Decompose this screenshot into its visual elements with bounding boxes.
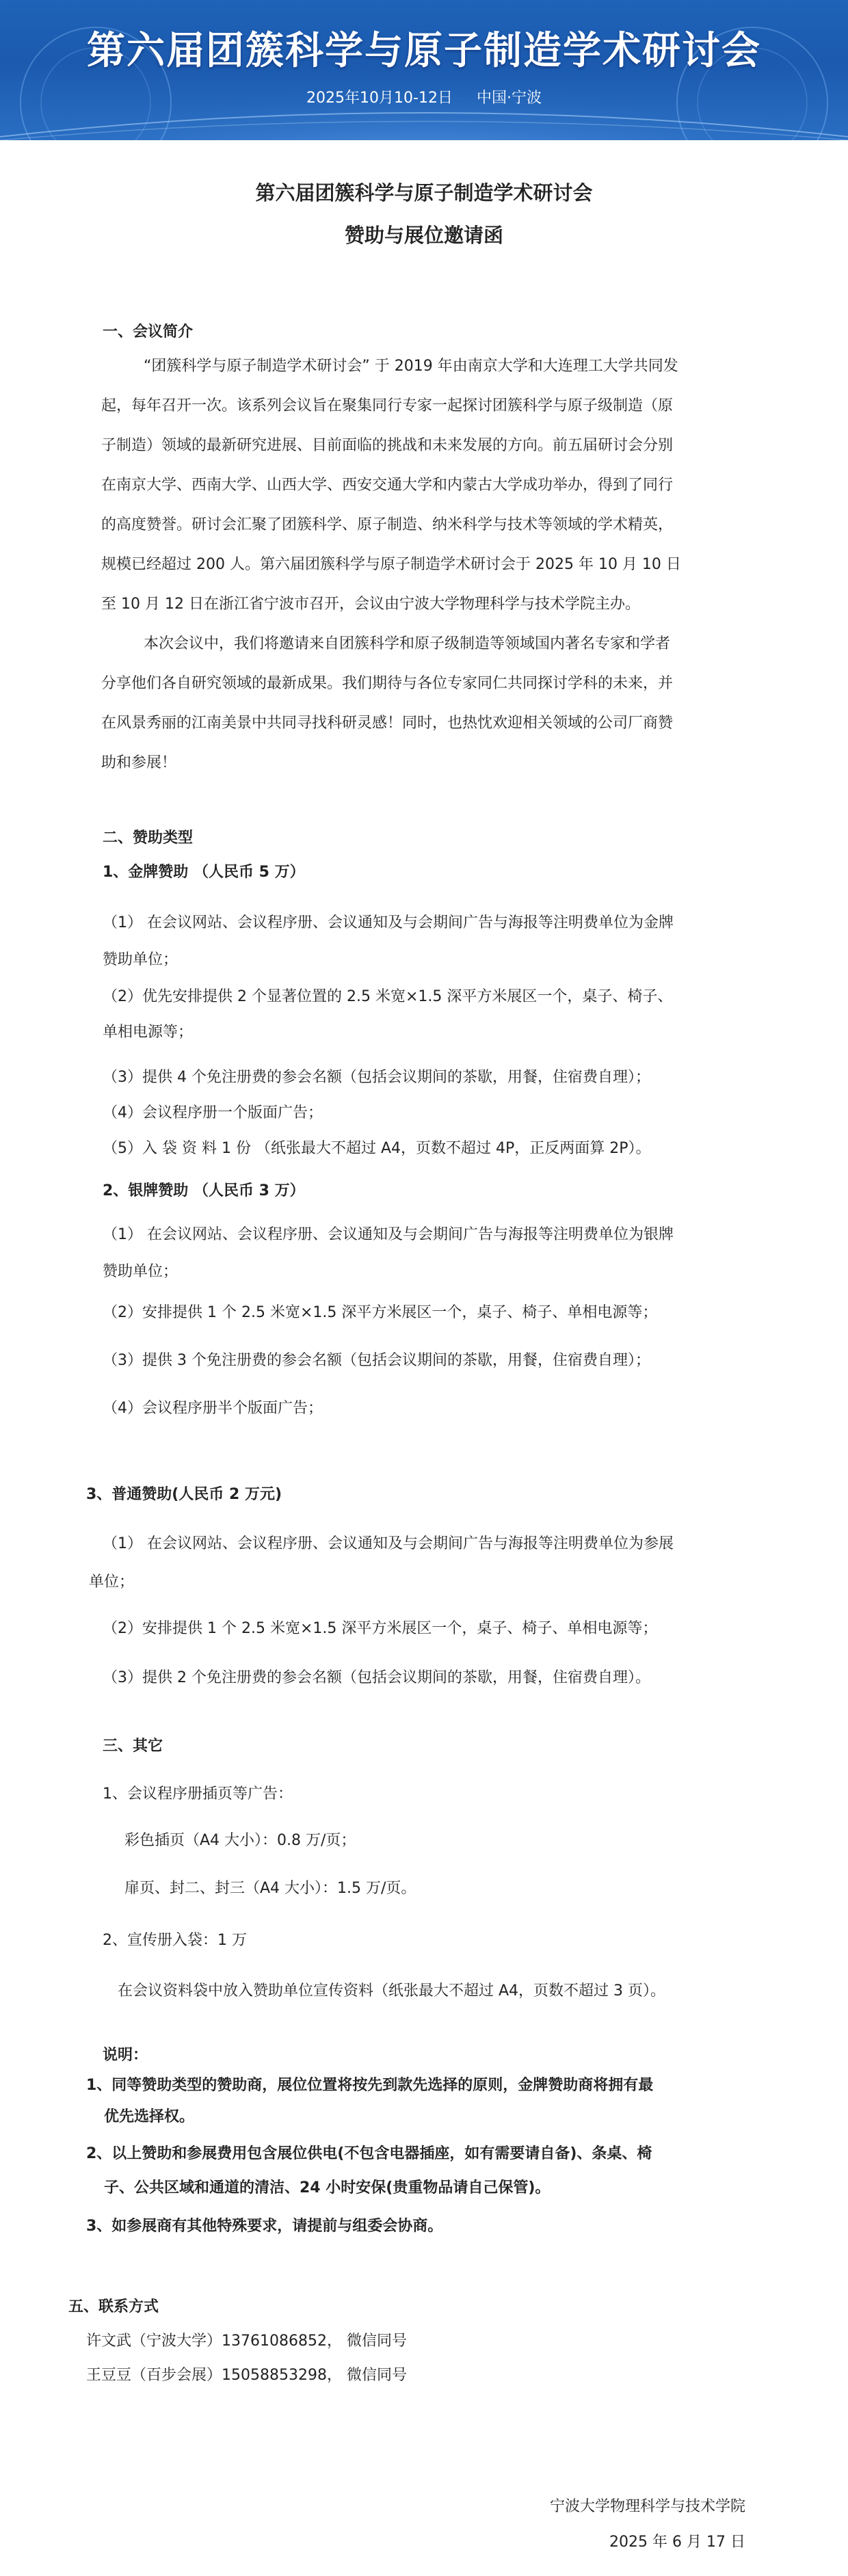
other-price-color: 彩色插页（A4 大小）：0.8 万/页； — [124, 1832, 356, 1849]
intro-line: 助和参展！ — [101, 754, 177, 771]
normal-item: （2）安排提供 1 个 2.5 米宽×1.5 深平方米展区一个，桌子、椅子、单相电源等； — [103, 1620, 658, 1637]
gold-item: （4）会议程序册一个版面广告； — [103, 1104, 323, 1121]
note-line: 1、同等赞助类型的赞助商，展位位置将按先到款先选择的原则，金牌赞助商将拥有最 — [86, 2077, 654, 2094]
silver-item: 赞助单位； — [103, 1263, 178, 1280]
contact-line: 王豆豆（百步会展）15058853298， 微信同号 — [86, 2367, 407, 2384]
gold-item: （3）提供 4 个免注册费的参会名额（包括会议期间的茶歇，用餐，住宿费自理）； — [103, 1069, 650, 1086]
banner-title: 第六届团簇科学与原子制造学术研讨会 — [87, 29, 761, 73]
intro-line: 子制造）领域的最新研究进展、目前面临的挑战和未来发展的方向。前五届研讨会分别 — [101, 437, 674, 454]
notes-heading: 说明： — [103, 2047, 148, 2064]
normal-sponsor-heading: 3、普通赞助(人民币 2 万元) — [86, 1486, 282, 1503]
document-subtitle: 赞助与展位邀请函 — [344, 224, 503, 247]
header-banner — [0, 0, 848, 140]
signature-org: 宁波大学物理科学与技术学院 — [549, 2498, 745, 2515]
note-line: 3、如参展商有其他特殊要求，请提前与组委会协商。 — [86, 2218, 443, 2235]
note-line: 2、以上赞助和参展费用包含展位供电(不包含电器插座，如有需要请自备)、条桌、椅 — [86, 2145, 652, 2162]
normal-item: （3）提供 2 个免注册费的参会名额（包括会议期间的茶歇，用餐，住宿费自理）。 — [103, 1669, 650, 1686]
intro-line: 本次会议中，我们将邀请来自团簇科学和原子级制造等领域国内著名专家和学者 — [144, 635, 671, 652]
signature-date: 2025 年 6 月 17 日 — [609, 2534, 745, 2551]
banner-date: 2025年10月10-12日 — [306, 90, 453, 107]
normal-item: 单位； — [89, 1574, 135, 1591]
silver-item: （4）会议程序册半个版面广告； — [103, 1400, 323, 1417]
other-item-bag-desc: 在会议资料袋中放入赞助单位宣传资料（纸张最大不超过 A4，页数不超过 3 页）。 — [118, 1982, 666, 2000]
intro-line: 在南京大学、西南大学、山西大学、西安交通大学和内蒙古大学成功举办，得到了同行 — [101, 477, 674, 494]
note-line: 优先选择权。 — [104, 2108, 195, 2125]
gold-item: 单相电源等； — [103, 1024, 194, 1041]
banner-subtitle — [0, 86, 848, 107]
section-sponsor-heading: 二、赞助类型 — [103, 829, 194, 847]
intro-line: 的高度赞誉。研讨会汇聚了团簇科学、原子制造、纳米科学与技术等领域的学术精英， — [101, 516, 674, 533]
section-intro-heading: 一、会议简介 — [103, 323, 194, 341]
other-item-ad: 1、会议程序册插页等广告： — [103, 1785, 293, 1803]
other-price-cover: 扉页、封二、封三（A4 大小）：1.5 万/页。 — [124, 1880, 416, 1897]
silver-item: （2）安排提供 1 个 2.5 米宽×1.5 深平方米展区一个，桌子、椅子、单相电源等； — [103, 1304, 658, 1321]
normal-item: （1） 在会议网站、会议程序册、会议通知及与会期间广告与海报等注明费单位为参展 — [103, 1535, 674, 1552]
silver-item: （3）提供 3 个免注册费的参会名额（包括会议期间的茶歇，用餐，住宿费自理）； — [103, 1352, 650, 1369]
intro-line: “团簇科学与原子制造学术研讨会” 于 2019 年由南京大学和大连理工大学共同发 — [144, 358, 678, 375]
intro-line: 规模已经超过 200 人。第六届团簇科学与原子制造学术研讨会于 2025 年 10 月 10 日 — [101, 556, 681, 573]
intro-line: 在风景秀丽的江南美景中共同寻找科研灵感！同时，也热忱欢迎相关领域的公司厂商赞 — [101, 715, 674, 732]
banner-location: 中国·宁波 — [476, 90, 542, 107]
document-title: 第六届团簇科学与原子制造学术研讨会 — [255, 181, 593, 204]
contact-line: 许文武（宁波大学）13761086852， 微信同号 — [86, 2333, 407, 2350]
intro-line: 起，每年召开一次。该系列会议旨在聚集同行专家一起探讨团簇科学与原子级制造（原 — [101, 397, 674, 414]
gold-sponsor-heading: 1、金牌赞助 （人民币 5 万） — [103, 864, 305, 881]
intro-line: 分享他们各自研究领域的最新成果。我们期待与各位专家同仁共同探讨学科的未来，并 — [101, 675, 674, 692]
other-item-bag: 2、宣传册入袋：1 万 — [103, 1932, 247, 1949]
silver-sponsor-heading: 2、银牌赞助 （人民币 3 万） — [103, 1182, 305, 1199]
section-contact-heading: 五、联系方式 — [68, 2298, 159, 2315]
gold-item: （2）优先安排提供 2 个显著位置的 2.5 米宽×1.5 深平方米展区一个，桌子、椅子、 — [103, 988, 673, 1005]
silver-item: （1） 在会议网站、会议程序册、会议通知及与会期间广告与海报等注明费单位为银牌 — [103, 1226, 674, 1243]
note-line: 子、公共区域和通道的清洁、24 小时安保(贵重物品请自己保管)。 — [104, 2179, 551, 2196]
gold-item: （1） 在会议网站、会议程序册、会议通知及与会期间广告与海报等注明费单位为金牌 — [103, 914, 674, 931]
section-other-heading: 三、其它 — [103, 1738, 163, 1755]
gold-item: （5）入 袋 资 料 1 份 （纸张最大不超过 A4，页数不超过 4P，正反两面算 2P）。 — [103, 1140, 651, 1157]
intro-line: 至 10 月 12 日在浙江省宁波市召开，会议由宁波大学物理科学与技术学院主办。 — [101, 596, 640, 613]
gold-item: 赞助单位； — [103, 951, 178, 968]
